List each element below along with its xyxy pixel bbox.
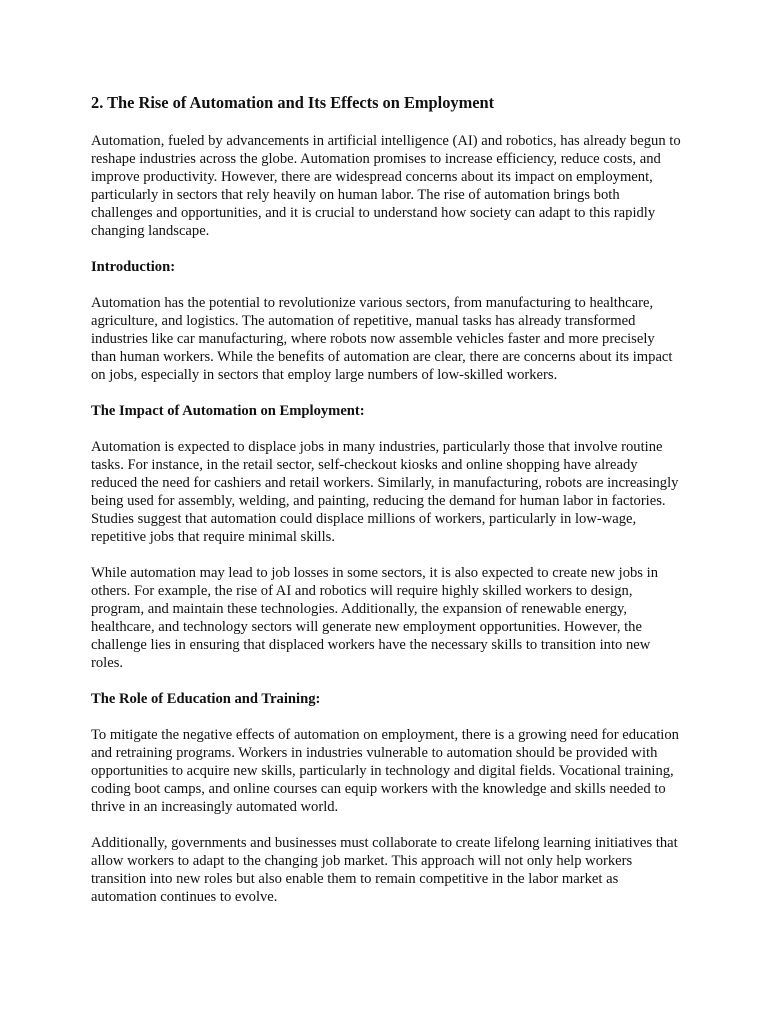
section-introduction: [91, 258, 683, 384]
body-paragraph: Additionally, governments and businesses must collaborate to create lifelong learning initiatives that allow workers to adapt to the changing job market. This approach will not only help workers transition into new roles but also enable them to remain competitive in the labor market as automation continues to evolve.: [91, 835, 678, 905]
intro-paragraph: Automation, fueled by advancements in artificial intelligence (AI) and robotics, has already begun to reshape industries across the globe. Automation promises to increase efficiency, reduce costs, and improve productivity. However, there are widespread concerns about its impact on employment, particularly in sectors that rely heavily on human labor. The rise of automation brings both challenges and opportunities, and it is crucial to understand how society can adapt to this rapidly changing landscape.: [91, 133, 681, 239]
body-paragraph: Automation has the potential to revolutionize various sectors, from manufacturing to healthcare, agriculture, and logistics. The automation of repetitive, manual tasks has already transformed industries like car manufacturing, where robots now assemble vehicles faster and more precisely than human workers. While the benefits of automation are clear, there are concerns about its impact on jobs, especially in sectors that employ large numbers of low-skilled workers.: [91, 295, 673, 383]
body-paragraph: Automation is expected to displace jobs in many industries, particularly those that involve routine tasks. For instance, in the retail sector, self-checkout kiosks and online shopping have already reduced the need for cashiers and retail workers. Similarly, in manufacturing, robots are increasingly being used for assembly, welding, and painting, reducing the demand for human labor in factories. Studies suggest that automation could displace millions of workers, particularly in low-wage, repetitive jobs that require minimal skills.: [91, 439, 679, 545]
section-education-and-training: [91, 690, 683, 906]
section-impact-on-employment: [91, 402, 683, 672]
document-page: [91, 92, 683, 924]
body-paragraph: To mitigate the negative effects of automation on employment, there is a growing need for education and retraining programs. Workers in industries vulnerable to automation should be provided with opportunities to acquire new skills, particularly in technology and digital fields. Vocational training, coding boot camps, and online courses can equip workers with the knowledge and skills needed to thrive in an increasingly automated world.: [91, 727, 679, 815]
section-heading: Introduction:: [91, 259, 176, 275]
section-heading: The Role of Education and Training:: [91, 691, 321, 707]
section-heading: The Impact of Automation on Employment:: [91, 403, 365, 419]
body-paragraph: While automation may lead to job losses in some sectors, it is also expected to create new jobs in others. For example, the rise of AI and robotics will require highly skilled workers to design, program, and maintain these technologies. Additionally, the expansion of renewable energy, healthcare, and technology sectors will generate new employment opportunities. However, the challenge lies in ensuring that displaced workers have the necessary skills to transition into new roles.: [91, 565, 658, 671]
document-title: 2. The Rise of Automation and Its Effects on Employment: [91, 93, 495, 112]
